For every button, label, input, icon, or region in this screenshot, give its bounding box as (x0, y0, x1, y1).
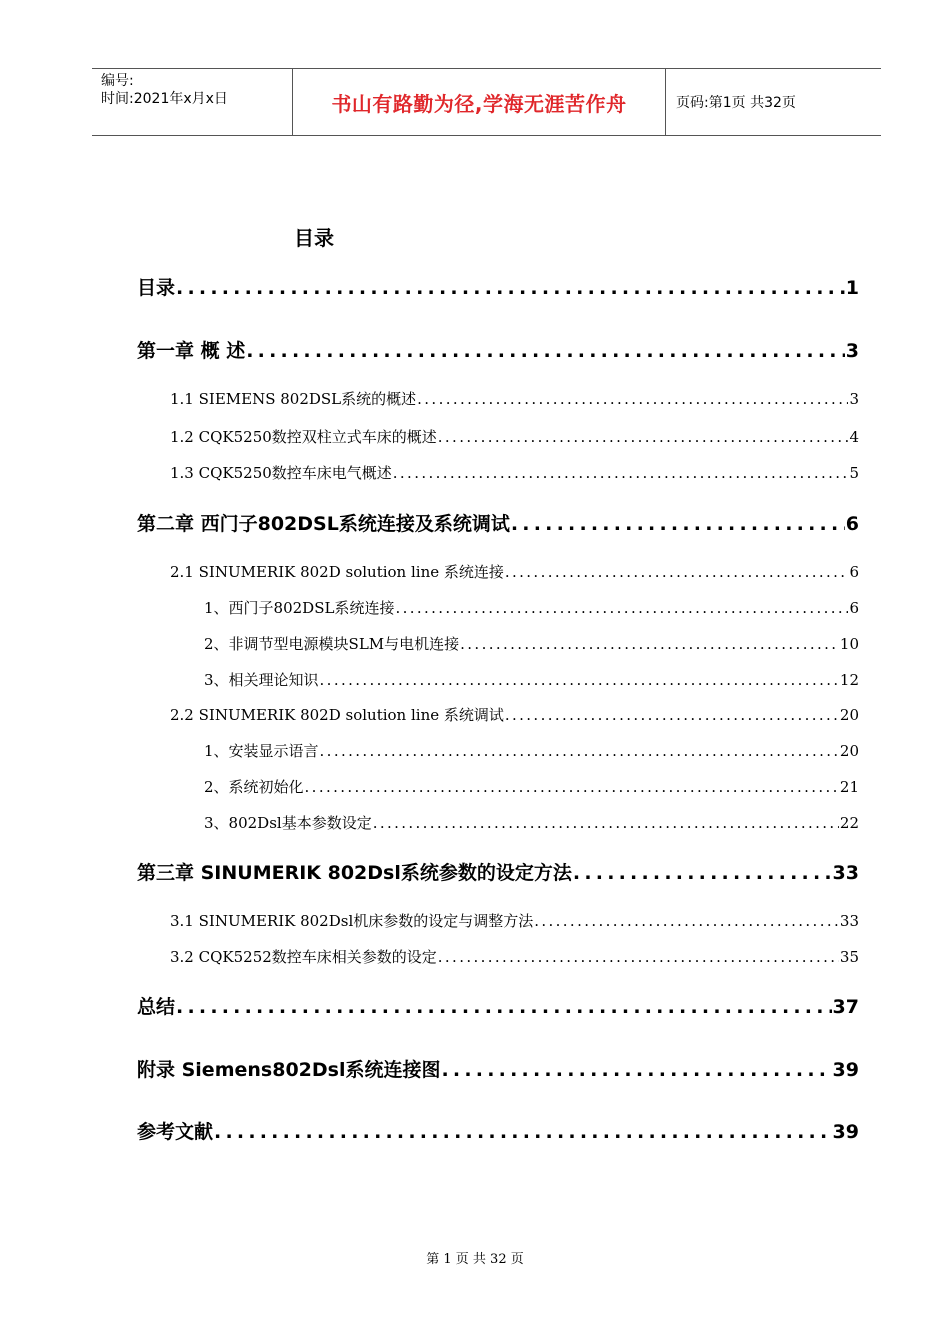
toc-entry[interactable] (170, 426, 859, 447)
toc-entry[interactable] (170, 462, 859, 483)
toc-entry[interactable] (204, 776, 859, 797)
toc-entry[interactable] (204, 633, 859, 654)
toc-leader (505, 706, 839, 724)
toc-entry[interactable] (204, 812, 859, 833)
toc-entry-page: 33 (839, 912, 859, 930)
toc-entry[interactable] (170, 946, 859, 967)
toc-leader (438, 428, 849, 446)
toc-entry-text: 3、相关理论知识 (204, 671, 319, 689)
toc-leader (441, 1059, 831, 1081)
toc-entry-text: 第一章 概 述 (137, 340, 246, 362)
toc-leader (511, 513, 845, 535)
header-info-cell (92, 69, 293, 135)
toc-entry-page: 5 (849, 464, 859, 482)
toc-entry[interactable] (137, 858, 859, 885)
toc-leader (246, 340, 845, 362)
toc-entry-page: 22 (839, 814, 859, 832)
toc-entry-page: 39 (832, 1121, 859, 1143)
toc-entry-text: 1.3 CQK5250数控车床电气概述 (170, 464, 392, 482)
toc-entry-text: 目录 (137, 277, 176, 299)
toc-leader (438, 948, 839, 966)
toc-entry-page: 21 (839, 778, 859, 796)
toc-entry[interactable] (170, 388, 859, 409)
toc-entry-text: 附录 Siemens802Dsl系统连接图 (137, 1059, 441, 1081)
toc-entry-text: 1、西门子802DSL系统连接 (204, 599, 395, 617)
toc-entry-page: 6 (845, 513, 859, 535)
toc-entry-page: 39 (832, 1059, 859, 1081)
toc-entry[interactable] (170, 561, 859, 582)
toc-leader (320, 742, 839, 760)
toc-entry-page: 4 (849, 428, 859, 446)
header-motto: 书山有路勤为径,学海无涯苦作舟 (293, 69, 666, 135)
toc-entry-text: 3.2 CQK5252数控车床相关参数的设定 (170, 948, 437, 966)
toc-entry-page: 10 (839, 635, 859, 653)
toc-leader (573, 862, 832, 884)
page-footer: 第 1 页 共 32 页 (426, 1252, 524, 1267)
toc-entry-text: 1.1 SIEMENS 802DSL系统的概述 (170, 390, 417, 408)
toc-entry[interactable] (170, 910, 859, 931)
toc-entry[interactable] (137, 273, 859, 300)
toc-entry-page: 20 (839, 742, 859, 760)
toc-entry-text: 2.1 SINUMERIK 802D solution line 系统连接 (170, 563, 504, 581)
toc-leader (395, 599, 848, 617)
toc-entry-page: 3 (845, 340, 859, 362)
toc-entry-page: 6 (849, 599, 859, 617)
toc-leader (505, 563, 849, 581)
header-page-code: 页码:第1页 共32页 (676, 95, 796, 111)
toc-entry[interactable] (170, 704, 859, 725)
toc-leader (534, 912, 839, 930)
toc-title: 目录 (294, 226, 334, 250)
toc-entry-text: 2.2 SINUMERIK 802D solution line 系统调试 (170, 706, 504, 724)
toc-entry[interactable] (137, 1117, 859, 1144)
toc-leader (176, 996, 832, 1018)
toc-entry-text: 1.2 CQK5250数控双柱立式车床的概述 (170, 428, 437, 446)
toc-entry-page: 12 (839, 671, 859, 689)
toc-leader (305, 778, 839, 796)
toc-entry[interactable] (137, 992, 859, 1019)
page-header (92, 68, 881, 136)
toc-entry-text: 3.1 SINUMERIK 802Dsl机床参数的设定与调整方法 (170, 912, 534, 930)
toc-entry-text: 第三章 SINUMERIK 802Dsl系统参数的设定方法 (137, 862, 572, 884)
toc-entry-text: 2、非调节型电源模块SLM与电机连接 (204, 635, 460, 653)
header-time: 时间:2021年x月x日 (101, 91, 228, 107)
toc-entry[interactable] (137, 1055, 859, 1082)
toc-leader (176, 277, 845, 299)
toc-leader (393, 464, 849, 482)
toc-entry-page: 33 (832, 862, 859, 884)
toc-leader (460, 635, 839, 653)
toc-entry-page: 37 (832, 996, 859, 1018)
toc-entry[interactable] (204, 740, 859, 761)
toc-leader (320, 671, 839, 689)
toc-leader (214, 1121, 832, 1143)
toc-entry-text: 3、802Dsl基本参数设定 (204, 814, 372, 832)
toc-entry[interactable] (204, 597, 859, 618)
toc-entry-text: 2、系统初始化 (204, 778, 304, 796)
toc-entry[interactable] (204, 669, 859, 690)
toc-entry-text: 总结 (137, 996, 176, 1018)
toc-entry[interactable] (137, 336, 859, 363)
toc-leader (373, 814, 839, 832)
toc-entry-page: 3 (849, 390, 859, 408)
toc-entry[interactable] (137, 509, 859, 536)
toc-entry-page: 35 (839, 948, 859, 966)
toc-entry-text: 1、安装显示语言 (204, 742, 319, 760)
toc-entry-page: 6 (849, 563, 859, 581)
toc-entry-page: 20 (839, 706, 859, 724)
toc-entry-text: 参考文献 (137, 1121, 214, 1143)
toc-entry-text: 第二章 西门子802DSL系统连接及系统调试 (137, 513, 510, 535)
header-number: 编号: (101, 73, 134, 89)
toc-leader (417, 390, 848, 408)
toc-entry-page: 1 (845, 277, 859, 299)
